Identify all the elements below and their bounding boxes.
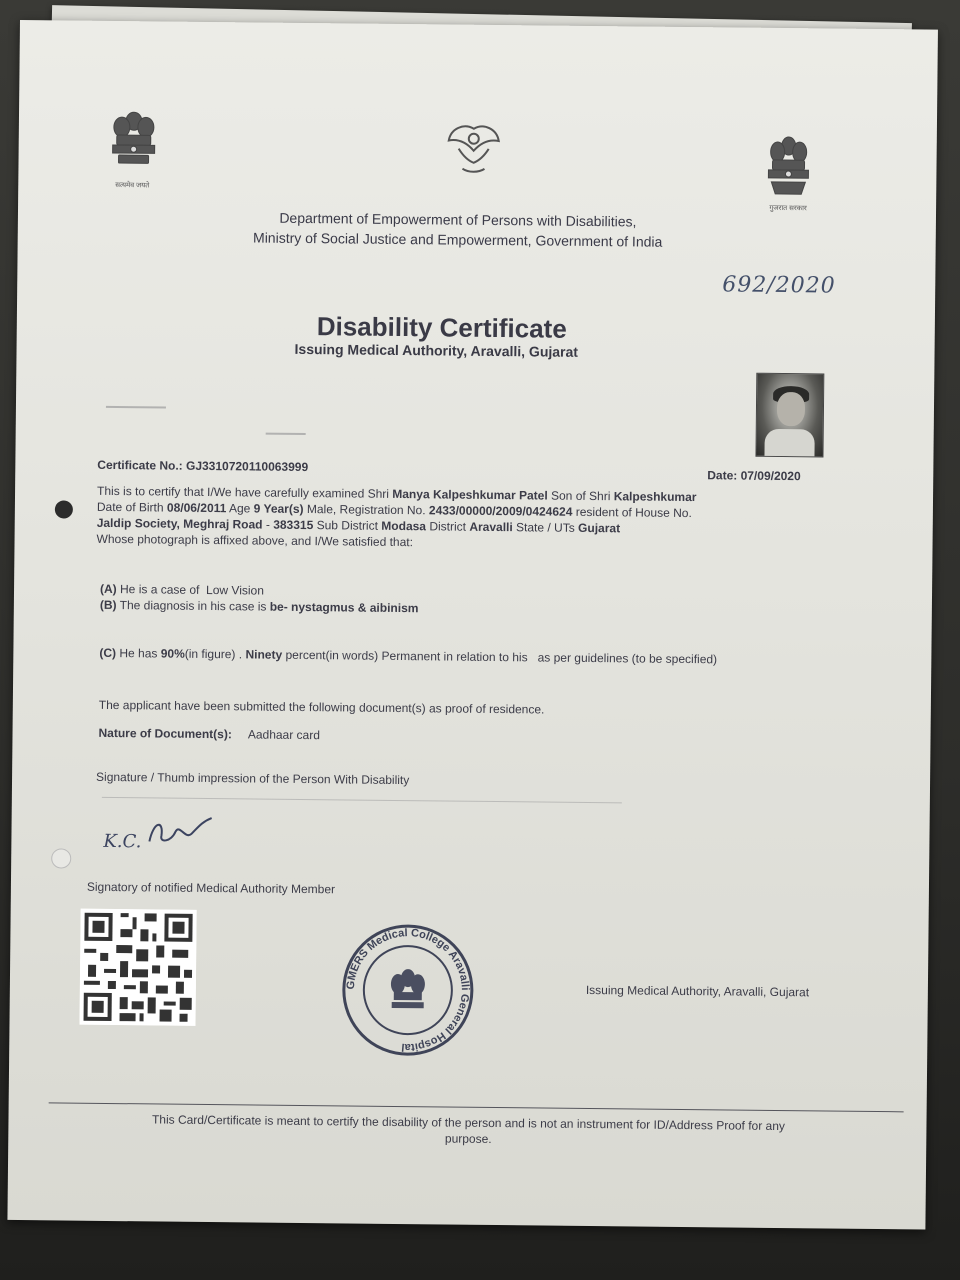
- smudge: [266, 433, 306, 435]
- date-row: [707, 467, 801, 484]
- handwritten-file-number: 692/2020: [722, 272, 836, 299]
- document-label: Nature of Document(s):: [98, 725, 232, 742]
- emblem-right-caption: गुजरात सरकार: [769, 204, 807, 213]
- footer-line-2: purpose.: [444, 1131, 492, 1146]
- address: Jaldip Society, Meghraj Road: [96, 515, 263, 532]
- pincode: 383315: [273, 517, 314, 533]
- disability-type: Low Vision: [206, 582, 265, 598]
- issuing-authority-label: Issuing Medical Authority, Aravalli, Gujarat: [585, 982, 810, 1000]
- certificate-number-row: [97, 457, 308, 475]
- text: State / UTs: [516, 520, 575, 535]
- disability-percent: 90%: [160, 646, 185, 661]
- text: as per guidelines (to be specified): [537, 650, 718, 667]
- ashoka-emblem-right-icon: [763, 132, 814, 203]
- department-heading: [218, 207, 698, 252]
- text: Male, Registration No.: [306, 502, 426, 518]
- seal-text: GMERS Medical College Aravalli General Hospital: [344, 927, 471, 1054]
- state: Gujarat: [578, 520, 621, 536]
- registration-number: 2433/00000/2009/0424624: [428, 503, 573, 519]
- residence-proof-line: The applicant have been submitted the following document(s) as proof of residence.: [98, 697, 545, 717]
- dashed-line: [102, 797, 622, 803]
- patient-name: Manya Kalpeshkumar Patel: [392, 486, 548, 503]
- svg-text:K.C.: K.C.: [103, 830, 142, 853]
- disability-percent-words: Ninety: [245, 647, 283, 662]
- text: Son of Shri: [550, 488, 611, 504]
- smudge: [106, 406, 166, 409]
- ashoka-emblem-left-icon: [106, 107, 161, 178]
- certificate-page: [7, 20, 938, 1230]
- medical-authority-signatory-label: Signatory of notified Medical Authority Member: [86, 879, 336, 897]
- clause-label: (B): [99, 597, 117, 613]
- date-label: Date:: [707, 468, 738, 483]
- document-row: [98, 725, 320, 743]
- text: District: [429, 519, 467, 534]
- document-value: Aadhaar card: [247, 727, 321, 743]
- certificate-title: Disability Certificate: [316, 311, 567, 344]
- text: He has: [119, 646, 158, 661]
- certificate-subtitle: Issuing Medical Authority, Aravalli, Gujarat: [294, 340, 579, 360]
- clause-label: (C): [99, 645, 117, 661]
- footer-line-1: This Card/Certificate is meant to certify the disability of the person and is not an instrument for ID/Address Proof for any: [151, 1112, 786, 1134]
- center-logo-icon: [438, 120, 509, 181]
- footer-disclaimer: [68, 1111, 868, 1151]
- sub-district: Modasa: [381, 518, 427, 534]
- certificate-number: GJ3310720110063999: [185, 458, 309, 475]
- clause-a: [100, 581, 264, 599]
- department-line-1: Department of Empowerment of Persons with Disabilities,: [279, 209, 637, 230]
- father-name: Kalpeshkumar: [613, 489, 697, 505]
- clause-b: [100, 597, 419, 616]
- body-line-4: Whose photograph is affixed above, and I/We satisfied that:: [96, 531, 414, 550]
- text: Sub District: [316, 518, 379, 533]
- date-of-birth: 08/06/2011: [166, 500, 227, 516]
- text: -: [265, 517, 270, 532]
- emblem-left-caption: सत्यमेव जयते: [115, 182, 150, 190]
- qr-code: [79, 909, 196, 1026]
- official-seal-stamp: [337, 919, 479, 1065]
- person-signature-label: Signature / Thumb impression of the Person With Disability: [96, 769, 410, 788]
- clause-c: [99, 645, 717, 667]
- certificate-number-label: Certificate No.:: [97, 457, 183, 473]
- department-line-2: Ministry of Social Justice and Empowerment, Government of India: [252, 229, 663, 250]
- date-value: 07/09/2020: [740, 468, 801, 484]
- handwritten-signature: [101, 811, 232, 867]
- clause-label: (A): [99, 581, 117, 597]
- text: Date of Birth: [96, 499, 164, 515]
- punch-hole: [51, 848, 71, 868]
- punch-hole: [55, 500, 73, 518]
- text: resident of House No.: [575, 504, 692, 521]
- age: 9 Year(s): [253, 501, 304, 516]
- applicant-photo: [755, 373, 824, 458]
- text: Age: [228, 501, 251, 516]
- diagnosis: be- nystagmus & aibinism: [269, 599, 419, 616]
- text: This is to certify that I/We have carefully examined Shri: [97, 483, 390, 501]
- text: (in figure) .: [184, 646, 243, 662]
- district: Aravalli: [469, 519, 513, 535]
- text: He is a case of: [119, 582, 200, 597]
- text: percent(in words) Permanent in relation to his: [285, 647, 528, 665]
- text: The diagnosis in his case is: [119, 598, 267, 614]
